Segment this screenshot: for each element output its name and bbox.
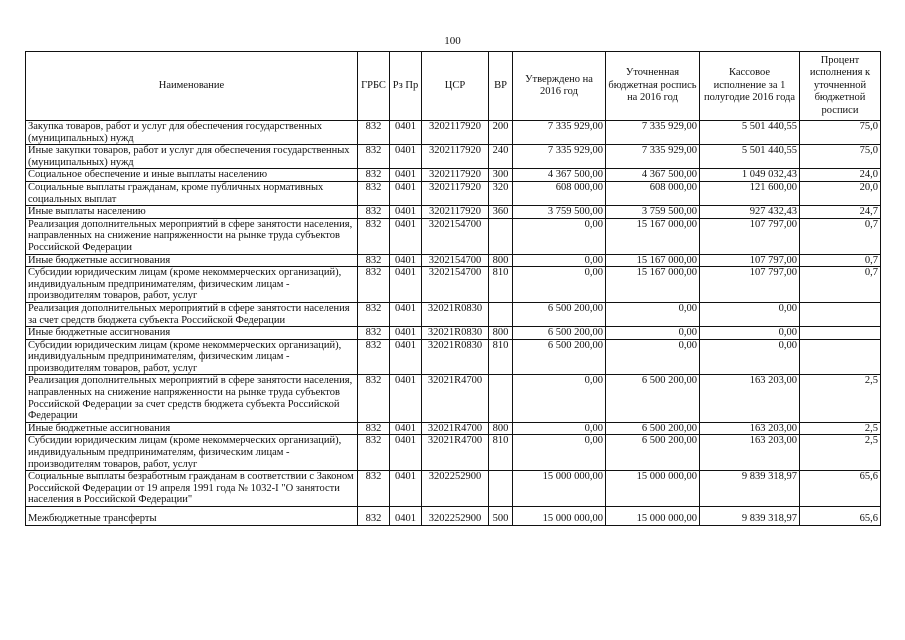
table-row: [26, 254, 881, 267]
table-row: [26, 218, 881, 254]
cell-percent: 75,0: [800, 121, 881, 145]
cell-name: Субсидии юридическим лицам (кроме некоммерческих организаций), индивидуальным предпринимателям, физическим лицам - производителям товаров, работ, услуг: [26, 435, 358, 471]
cell-cash: 163 203,00: [700, 375, 800, 422]
cell-rzpr: 0401: [390, 267, 422, 303]
cell-csr: 32021R0830: [422, 327, 489, 340]
cell-cash: 9 839 318,97: [700, 471, 800, 507]
cell-rzpr: 0401: [390, 121, 422, 145]
cell-grbs: 832: [358, 327, 390, 340]
cell-csr: 32021R0830: [422, 302, 489, 326]
cell-csr: 32021R4700: [422, 375, 489, 422]
cell-csr: 3202117920: [422, 145, 489, 169]
header-csr: ЦСР: [422, 52, 489, 121]
cell-cash: 5 501 440,55: [700, 121, 800, 145]
cell-csr: 32021R4700: [422, 435, 489, 471]
cell-vr: 800: [489, 254, 513, 267]
cell-percent: 24,7: [800, 206, 881, 219]
cell-rzpr: 0401: [390, 302, 422, 326]
cell-refined: 7 335 929,00: [606, 145, 700, 169]
cell-approved: 7 335 929,00: [513, 121, 606, 145]
table-row: [26, 181, 881, 205]
cell-refined: 15 000 000,00: [606, 507, 700, 526]
cell-percent: 65,6: [800, 471, 881, 507]
table-row: [26, 206, 881, 219]
cell-cash: 163 203,00: [700, 435, 800, 471]
cell-name: Иные выплаты населению: [26, 206, 358, 219]
cell-approved: 3 759 500,00: [513, 206, 606, 219]
cell-name: Реализация дополнительных мероприятий в сфере занятости населения за счет средств бюджета субъекта Российской Федерации: [26, 302, 358, 326]
table-row: [26, 302, 881, 326]
cell-rzpr: 0401: [390, 169, 422, 182]
cell-vr: 810: [489, 267, 513, 303]
cell-grbs: 832: [358, 145, 390, 169]
cell-vr: [489, 375, 513, 422]
cell-rzpr: 0401: [390, 339, 422, 375]
cell-name: Иные бюджетные ассигнования: [26, 327, 358, 340]
table-row: [26, 267, 881, 303]
cell-percent: 2,5: [800, 375, 881, 422]
cell-rzpr: 0401: [390, 422, 422, 435]
cell-percent: 0,7: [800, 267, 881, 303]
cell-name: Социальные выплаты безработным гражданам в соответствии с Законом Российской Федерации от 19 апреля 1991 года № 1032-I "О занятости населения в Российской Федерации": [26, 471, 358, 507]
cell-grbs: 832: [358, 218, 390, 254]
cell-grbs: 832: [358, 471, 390, 507]
cell-name: Социальное обеспечение и иные выплаты населению: [26, 169, 358, 182]
header-rzpr: Рз Пр: [390, 52, 422, 121]
cell-vr: 320: [489, 181, 513, 205]
cell-grbs: 832: [358, 121, 390, 145]
cell-percent: 65,6: [800, 507, 881, 526]
cell-refined: 7 335 929,00: [606, 121, 700, 145]
cell-approved: 6 500 200,00: [513, 302, 606, 326]
page-number: 100: [444, 35, 461, 47]
cell-csr: 3202252900: [422, 507, 489, 526]
cell-percent: [800, 339, 881, 375]
cell-refined: 15 167 000,00: [606, 254, 700, 267]
cell-csr: 3202252900: [422, 471, 489, 507]
cell-grbs: 832: [358, 267, 390, 303]
cell-refined: 0,00: [606, 339, 700, 375]
cell-refined: 6 500 200,00: [606, 435, 700, 471]
cell-csr: 3202154700: [422, 267, 489, 303]
cell-vr: 300: [489, 169, 513, 182]
header-approved: Утверждено на 2016 год: [513, 52, 606, 121]
cell-csr: 3202154700: [422, 218, 489, 254]
cell-rzpr: 0401: [390, 375, 422, 422]
budget-table: [25, 51, 881, 526]
cell-approved: 4 367 500,00: [513, 169, 606, 182]
cell-csr: 3202117920: [422, 169, 489, 182]
cell-vr: 810: [489, 339, 513, 375]
cell-percent: [800, 327, 881, 340]
cell-approved: 7 335 929,00: [513, 145, 606, 169]
cell-cash: 1 049 032,43: [700, 169, 800, 182]
cell-percent: 2,5: [800, 422, 881, 435]
cell-name: Иные бюджетные ассигнования: [26, 422, 358, 435]
cell-vr: [489, 218, 513, 254]
cell-rzpr: 0401: [390, 218, 422, 254]
cell-rzpr: 0401: [390, 435, 422, 471]
table-row: [26, 327, 881, 340]
cell-approved: 0,00: [513, 267, 606, 303]
cell-rzpr: 0401: [390, 254, 422, 267]
cell-cash: 107 797,00: [700, 267, 800, 303]
table-row: [26, 471, 881, 507]
cell-grbs: 832: [358, 254, 390, 267]
cell-percent: 75,0: [800, 145, 881, 169]
cell-name: Социальные выплаты гражданам, кроме публичных нормативных социальных выплат: [26, 181, 358, 205]
cell-approved: 15 000 000,00: [513, 471, 606, 507]
cell-csr: 3202117920: [422, 206, 489, 219]
cell-cash: 0,00: [700, 327, 800, 340]
cell-percent: 24,0: [800, 169, 881, 182]
cell-percent: 2,5: [800, 435, 881, 471]
table-row: [26, 435, 881, 471]
header-grbs: ГРБС: [358, 52, 390, 121]
cell-approved: 0,00: [513, 218, 606, 254]
table-row: [26, 145, 881, 169]
cell-vr: 500: [489, 507, 513, 526]
cell-percent: 20,0: [800, 181, 881, 205]
cell-rzpr: 0401: [390, 507, 422, 526]
header-name: Наименование: [26, 52, 358, 121]
cell-vr: 200: [489, 121, 513, 145]
cell-name: Межбюджетные трансферты: [26, 507, 358, 526]
cell-rzpr: 0401: [390, 181, 422, 205]
cell-name: Реализация дополнительных мероприятий в сфере занятости населения, направленных на снижение напряженности на рынке труда субъектов Российской Федерации: [26, 218, 358, 254]
table-row: [26, 169, 881, 182]
table-row: [26, 375, 881, 422]
table-row: [26, 121, 881, 145]
header-percent: Процент исполнения к уточненной бюджетной росписи: [800, 52, 881, 121]
cell-grbs: 832: [358, 181, 390, 205]
header-vr: ВР: [489, 52, 513, 121]
cell-cash: 107 797,00: [700, 218, 800, 254]
cell-name: Реализация дополнительных мероприятий в сфере занятости населения, направленных на снижение напряженности на рынке труда субъектов Российской Федерации за счет средств бюджета субъекта Российской Федерации: [26, 375, 358, 422]
cell-name: Иные бюджетные ассигнования: [26, 254, 358, 267]
cell-refined: 6 500 200,00: [606, 375, 700, 422]
cell-approved: 6 500 200,00: [513, 339, 606, 375]
cell-approved: 0,00: [513, 375, 606, 422]
cell-name: Субсидии юридическим лицам (кроме некоммерческих организаций), индивидуальным предпринимателям, физическим лицам - производителям товаров, работ, услуг: [26, 339, 358, 375]
cell-cash: 5 501 440,55: [700, 145, 800, 169]
cell-vr: 360: [489, 206, 513, 219]
cell-name: Субсидии юридическим лицам (кроме некоммерческих организаций), индивидуальным предпринимателям, физическим лицам - производителям товаров, работ, услуг: [26, 267, 358, 303]
cell-cash: 107 797,00: [700, 254, 800, 267]
table-body: [26, 121, 881, 526]
cell-percent: 0,7: [800, 218, 881, 254]
cell-vr: [489, 302, 513, 326]
header-cash: Кассовое исполнение за 1 полугодие 2016 года: [700, 52, 800, 121]
cell-grbs: 832: [358, 339, 390, 375]
cell-name: Иные закупки товаров, работ и услуг для обеспечения государственных (муниципальных) нужд: [26, 145, 358, 169]
cell-cash: 927 432,43: [700, 206, 800, 219]
header-refined: Уточненная бюджетная роспись на 2016 год: [606, 52, 700, 121]
cell-vr: 810: [489, 435, 513, 471]
cell-grbs: 832: [358, 422, 390, 435]
cell-approved: 6 500 200,00: [513, 327, 606, 340]
cell-rzpr: 0401: [390, 145, 422, 169]
cell-refined: 0,00: [606, 327, 700, 340]
cell-cash: 163 203,00: [700, 422, 800, 435]
cell-refined: 4 367 500,00: [606, 169, 700, 182]
cell-cash: 0,00: [700, 339, 800, 375]
cell-grbs: 832: [358, 435, 390, 471]
cell-vr: 240: [489, 145, 513, 169]
cell-csr: 32021R4700: [422, 422, 489, 435]
cell-grbs: 832: [358, 507, 390, 526]
table-header: [26, 52, 881, 121]
table-row: [26, 507, 881, 526]
cell-vr: 800: [489, 327, 513, 340]
cell-csr: 3202154700: [422, 254, 489, 267]
cell-cash: 0,00: [700, 302, 800, 326]
cell-refined: 6 500 200,00: [606, 422, 700, 435]
cell-cash: 121 600,00: [700, 181, 800, 205]
cell-name: Закупка товаров, работ и услуг для обеспечения государственных (муниципальных) нужд: [26, 121, 358, 145]
cell-refined: 3 759 500,00: [606, 206, 700, 219]
cell-grbs: 832: [358, 302, 390, 326]
cell-grbs: 832: [358, 169, 390, 182]
cell-approved: 15 000 000,00: [513, 507, 606, 526]
table-row: [26, 339, 881, 375]
cell-grbs: 832: [358, 206, 390, 219]
cell-cash: 9 839 318,97: [700, 507, 800, 526]
cell-approved: 608 000,00: [513, 181, 606, 205]
cell-approved: 0,00: [513, 435, 606, 471]
cell-refined: 608 000,00: [606, 181, 700, 205]
cell-refined: 15 167 000,00: [606, 218, 700, 254]
cell-csr: 3202117920: [422, 181, 489, 205]
cell-rzpr: 0401: [390, 471, 422, 507]
cell-refined: 0,00: [606, 302, 700, 326]
table-row: [26, 422, 881, 435]
cell-percent: 0,7: [800, 254, 881, 267]
cell-grbs: 832: [358, 375, 390, 422]
cell-refined: 15 000 000,00: [606, 471, 700, 507]
cell-csr: 3202117920: [422, 121, 489, 145]
cell-refined: 15 167 000,00: [606, 267, 700, 303]
cell-percent: [800, 302, 881, 326]
cell-approved: 0,00: [513, 422, 606, 435]
cell-rzpr: 0401: [390, 206, 422, 219]
cell-approved: 0,00: [513, 254, 606, 267]
cell-vr: [489, 471, 513, 507]
cell-vr: 800: [489, 422, 513, 435]
cell-rzpr: 0401: [390, 327, 422, 340]
cell-csr: 32021R0830: [422, 339, 489, 375]
